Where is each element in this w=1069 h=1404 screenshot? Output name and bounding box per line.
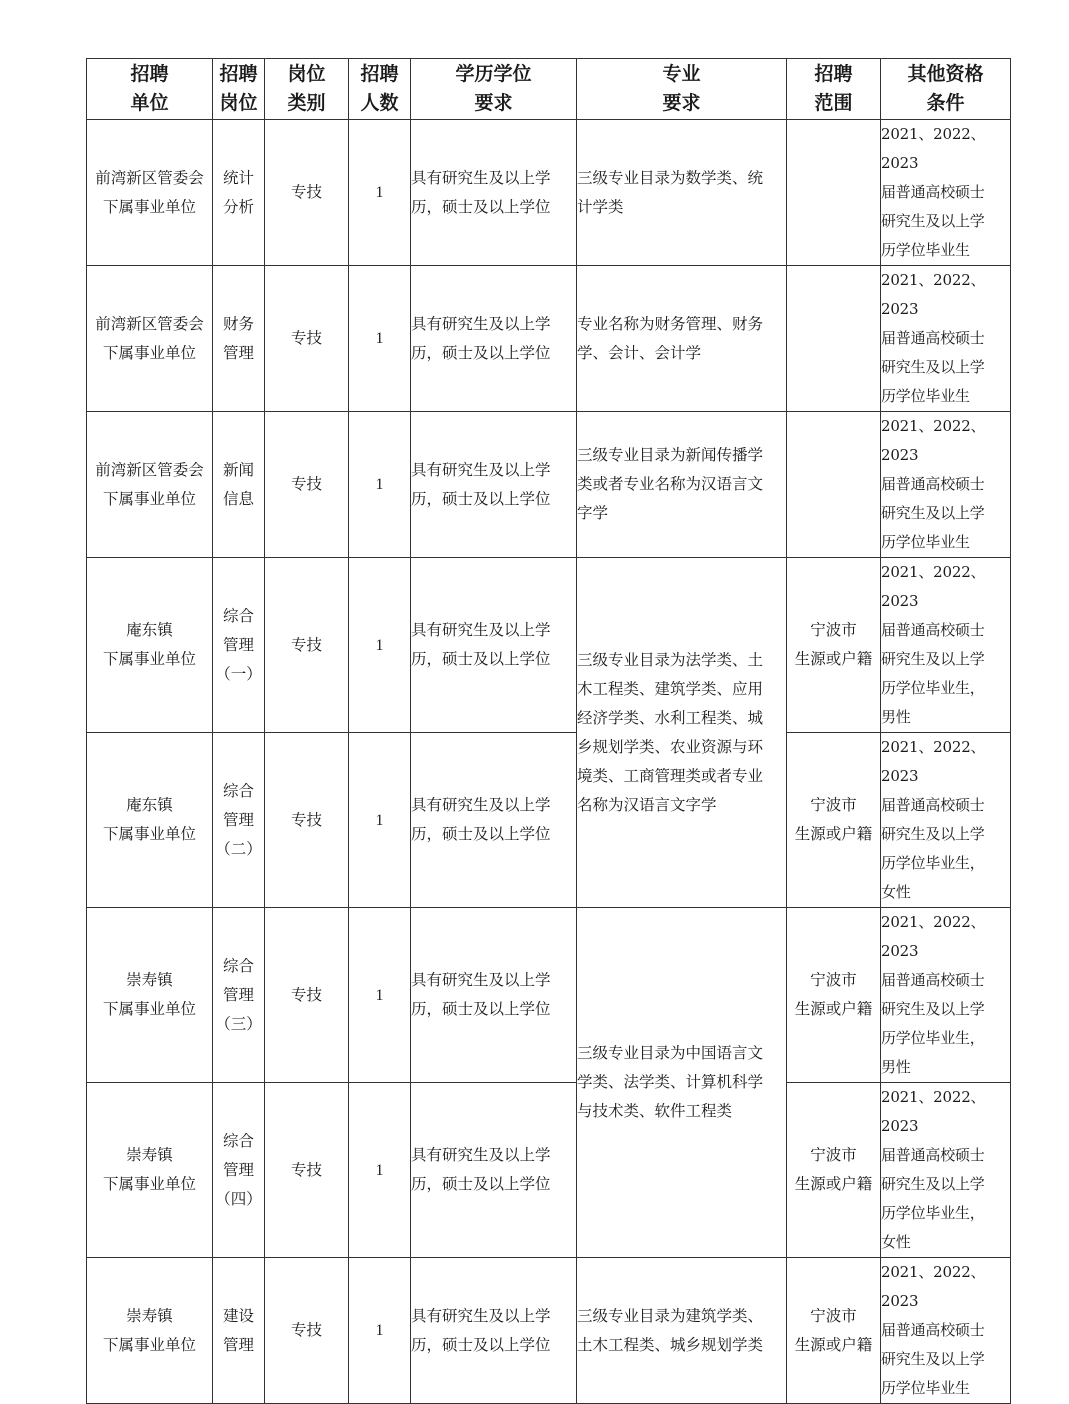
scope-cell: 宁波市 生源或户籍 [787,733,881,908]
header-post: 招聘 岗位 [213,59,265,120]
header-row [87,59,1011,120]
conditions-cell: 2021、2022、2023 届普通高校硕士 研究生及以上学 历学位毕业生 [881,412,1011,558]
conditions-cell: 2021、2022、2023 届普通高校硕士 研究生及以上学 历学位毕业生， 男性 [881,908,1011,1083]
unit-cell: 前湾新区管委会 下属事业单位 [87,412,213,558]
header-scope: 招聘 范围 [787,59,881,120]
table-row [87,120,1011,266]
scope-cell: 宁波市 生源或户籍 [787,558,881,733]
conditions-cell: 2021、2022、2023 届普通高校硕士 研究生及以上学 历学位毕业生， 女性 [881,733,1011,908]
table-row [87,558,1011,733]
major-cell: 专业名称为财务管理、财务 学、会计、会计学 [577,266,787,412]
table-row [87,733,1011,908]
unit-cell: 崇寿镇 下属事业单位 [87,1258,213,1404]
scope-cell [787,412,881,558]
major-cell: 三级专业目录为建筑学类、 土木工程类、城乡规划学类 [577,1258,787,1404]
conditions-cell: 2021、2022、2023 届普通高校硕士 研究生及以上学 历学位毕业生， 女性 [881,1083,1011,1258]
count-cell: 1 [349,558,411,733]
header-conditions: 其他资格 条件 [881,59,1011,120]
table-row [87,266,1011,412]
category-cell: 专技 [265,558,349,733]
header-count: 招聘 人数 [349,59,411,120]
post-cell: 综合 管理 （四） [213,1083,265,1258]
major-cell-merged: 三级专业目录为法学类、土 木工程类、建筑学类、应用 经济学类、水利工程类、城 乡规划学类、农业资源与环 境类、工商管理类或者专业 名称为汉语言文字学 [577,558,787,908]
count-cell: 1 [349,412,411,558]
category-cell: 专技 [265,1083,349,1258]
major-cell-merged: 三级专业目录为中国语言文 学类、法学类、计算机科学 与技术类、软件工程类 [577,908,787,1258]
count-cell: 1 [349,733,411,908]
unit-cell: 庵东镇 下属事业单位 [87,733,213,908]
category-cell: 专技 [265,412,349,558]
header-category: 岗位 类别 [265,59,349,120]
header-major: 专业 要求 [577,59,787,120]
table-row [87,908,1011,1083]
unit-cell: 前湾新区管委会 下属事业单位 [87,120,213,266]
count-cell: 1 [349,908,411,1083]
scope-cell [787,266,881,412]
header-unit: 招聘 单位 [87,59,213,120]
category-cell: 专技 [265,908,349,1083]
post-cell: 综合 管理 （二） [213,733,265,908]
category-cell: 专技 [265,1258,349,1404]
category-cell: 专技 [265,266,349,412]
education-cell: 具有研究生及以上学 历，硕士及以上学位 [411,266,577,412]
unit-cell: 前湾新区管委会 下属事业单位 [87,266,213,412]
table-row [87,412,1011,558]
unit-cell: 崇寿镇 下属事业单位 [87,1083,213,1258]
count-cell: 1 [349,1083,411,1258]
education-cell: 具有研究生及以上学 历，硕士及以上学位 [411,558,577,733]
count-cell: 1 [349,1258,411,1404]
major-cell: 三级专业目录为数学类、统 计学类 [577,120,787,266]
education-cell: 具有研究生及以上学 历，硕士及以上学位 [411,1258,577,1404]
post-cell: 综合 管理 （一） [213,558,265,733]
table-row [87,1258,1011,1404]
conditions-cell: 2021、2022、2023 届普通高校硕士 研究生及以上学 历学位毕业生 [881,266,1011,412]
scope-cell: 宁波市 生源或户籍 [787,1258,881,1404]
scope-cell [787,120,881,266]
conditions-cell: 2021、2022、2023 届普通高校硕士 研究生及以上学 历学位毕业生， 男性 [881,558,1011,733]
post-cell: 建设 管理 [213,1258,265,1404]
post-cell: 财务 管理 [213,266,265,412]
count-cell: 1 [349,120,411,266]
education-cell: 具有研究生及以上学 历，硕士及以上学位 [411,908,577,1083]
education-cell: 具有研究生及以上学 历，硕士及以上学位 [411,120,577,266]
unit-cell: 崇寿镇 下属事业单位 [87,908,213,1083]
education-cell: 具有研究生及以上学 历，硕士及以上学位 [411,733,577,908]
category-cell: 专技 [265,733,349,908]
count-cell: 1 [349,266,411,412]
recruitment-table [86,58,1011,1404]
education-cell: 具有研究生及以上学 历，硕士及以上学位 [411,412,577,558]
scope-cell: 宁波市 生源或户籍 [787,1083,881,1258]
table-row [87,1083,1011,1258]
category-cell: 专技 [265,120,349,266]
post-cell: 新闻 信息 [213,412,265,558]
conditions-cell: 2021、2022、2023 届普通高校硕士 研究生及以上学 历学位毕业生 [881,120,1011,266]
conditions-cell: 2021、2022、2023 届普通高校硕士 研究生及以上学 历学位毕业生 [881,1258,1011,1404]
major-cell: 三级专业目录为新闻传播学 类或者专业名称为汉语言文 字学 [577,412,787,558]
scope-cell: 宁波市 生源或户籍 [787,908,881,1083]
post-cell: 综合 管理 （三） [213,908,265,1083]
header-education: 学历学位 要求 [411,59,577,120]
education-cell: 具有研究生及以上学 历，硕士及以上学位 [411,1083,577,1258]
post-cell: 统计 分析 [213,120,265,266]
unit-cell: 庵东镇 下属事业单位 [87,558,213,733]
